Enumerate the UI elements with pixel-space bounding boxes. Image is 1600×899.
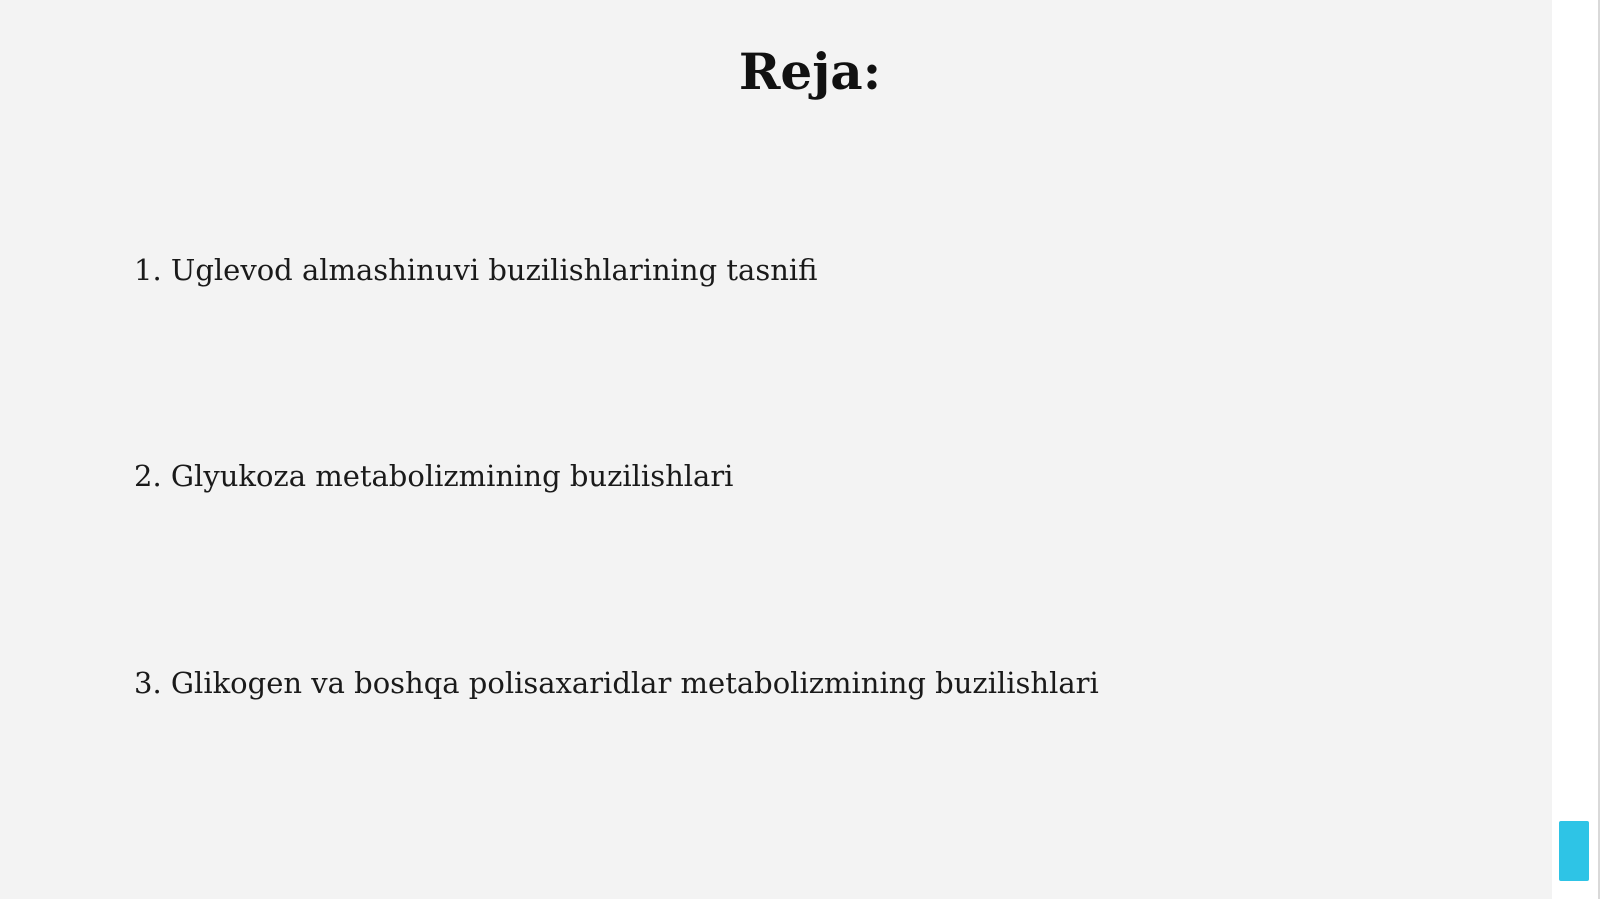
plan-item-1: 1. Uglevod almashinuvi buzilishlarining tasnifi	[134, 253, 818, 287]
plan-item-3: 3. Glikogen va boshqa polisaxaridlar metabolizmining buzilishlari	[134, 666, 1099, 700]
side-strip	[1552, 0, 1600, 899]
side-nav-tab[interactable]	[1559, 821, 1589, 881]
slide-title: Reja:	[738, 42, 882, 101]
plan-item-2: 2. Glyukoza metabolizmining buzilishlari	[134, 459, 734, 493]
